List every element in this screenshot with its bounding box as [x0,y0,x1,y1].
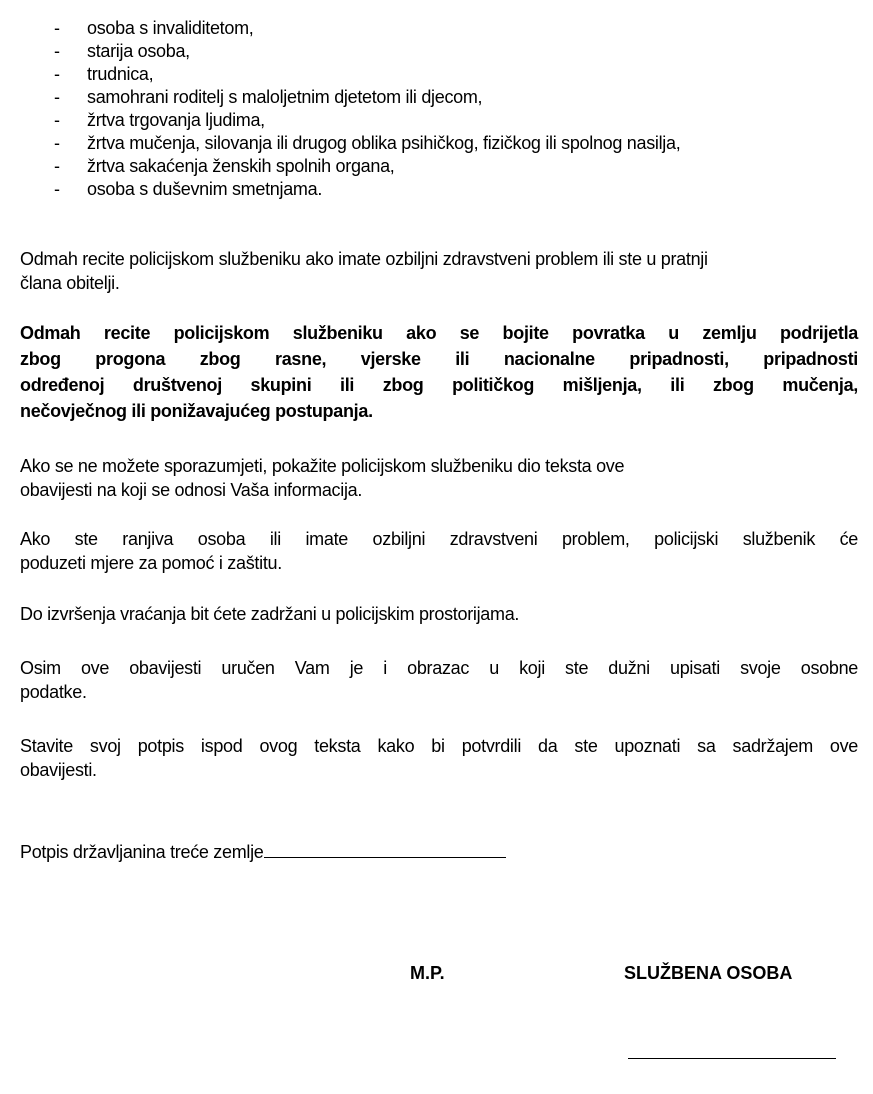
text-line: Do izvršenja vraćanja bit ćete zadržani u policijskim prostorijama. [20,604,520,624]
text-line: poduzeti mjere za pomoć i zaštitu. [20,553,282,573]
text-line: Osim ove obavijesti uručen Vam je i obrazac u koji ste dužni upisati svoje osobne [20,658,858,678]
official-label: SLUŽBENA OSOBA [624,963,793,983]
list-item-text: osoba s duševnim smetnjama. [87,179,323,199]
text-line: nečovječnog ili ponižavajućeg postupanja. [20,401,373,421]
text-line: zbog progona zbog rasne, vjerske ili nacionalne pripadnosti, pripadnosti [20,349,858,369]
list-item-text: samohrani roditelj s maloljetnim djetetom ili djecom, [87,87,483,107]
bullet: - [54,41,60,61]
vulnerable-paragraph [20,527,858,575]
text-line: Odmah recite policijskom službeniku ako se bojite povratka u zemlju podrijetla [20,323,858,343]
communication-paragraph [20,454,858,502]
bullet: - [54,179,60,199]
text-line: Stavite svoj potpis ispod ovog teksta kako bi potvrdili da ste upoznati sa sadržajem ove [20,736,858,756]
signature-line[interactable] [264,839,506,858]
list-item-text: trudnica, [87,64,154,84]
text-line: Odmah recite policijskom službeniku ako imate ozbiljni zdravstveni problem ili ste u pratnji [20,249,708,269]
text-line: obavijesti na koji se odnosi Vaša informacija. [20,480,363,500]
bullet: - [54,87,60,107]
list-item-text: starija osoba, [87,41,190,61]
bullet: - [54,156,60,176]
text-line: obavijesti. [20,760,97,780]
form-paragraph [20,656,858,704]
bullet: - [54,133,60,153]
bullet: - [54,64,60,84]
text-line: podatke. [20,682,87,702]
bullet: - [54,18,60,38]
vulnerable-persons-list [0,17,873,207]
list-item-text: žrtva sakaćenja ženskih spolnih organa, [87,156,395,176]
health-paragraph [20,247,858,295]
persecution-paragraph [20,320,858,424]
signature-row [20,839,858,863]
list-item-text: osoba s invaliditetom, [87,18,254,38]
signature-label: Potpis državljanina treće zemlje [20,842,264,862]
signature-instruction-paragraph [20,734,858,782]
text-line: određenoj društvenoj skupini ili zbog političkog mišljenja, ili zbog mučenja, [20,375,858,395]
detention-paragraph [20,602,858,626]
stamp-label: M.P. [410,963,445,983]
text-line: Ako ste ranjiva osoba ili imate ozbiljni zdravstveni problem, policijski službenik će [20,529,858,549]
text-line: člana obitelji. [20,273,120,293]
official-signature-line[interactable] [628,1058,836,1059]
bullet: - [54,110,60,130]
list-item-text: žrtva trgovanja ljudima, [87,110,265,130]
list-item-text: žrtva mučenja, silovanja ili drugog oblika psihičkog, fizičkog ili spolnog nasilja, [87,133,681,153]
text-line: Ako se ne možete sporazumjeti, pokažite policijskom službeniku dio teksta ove [20,456,625,476]
